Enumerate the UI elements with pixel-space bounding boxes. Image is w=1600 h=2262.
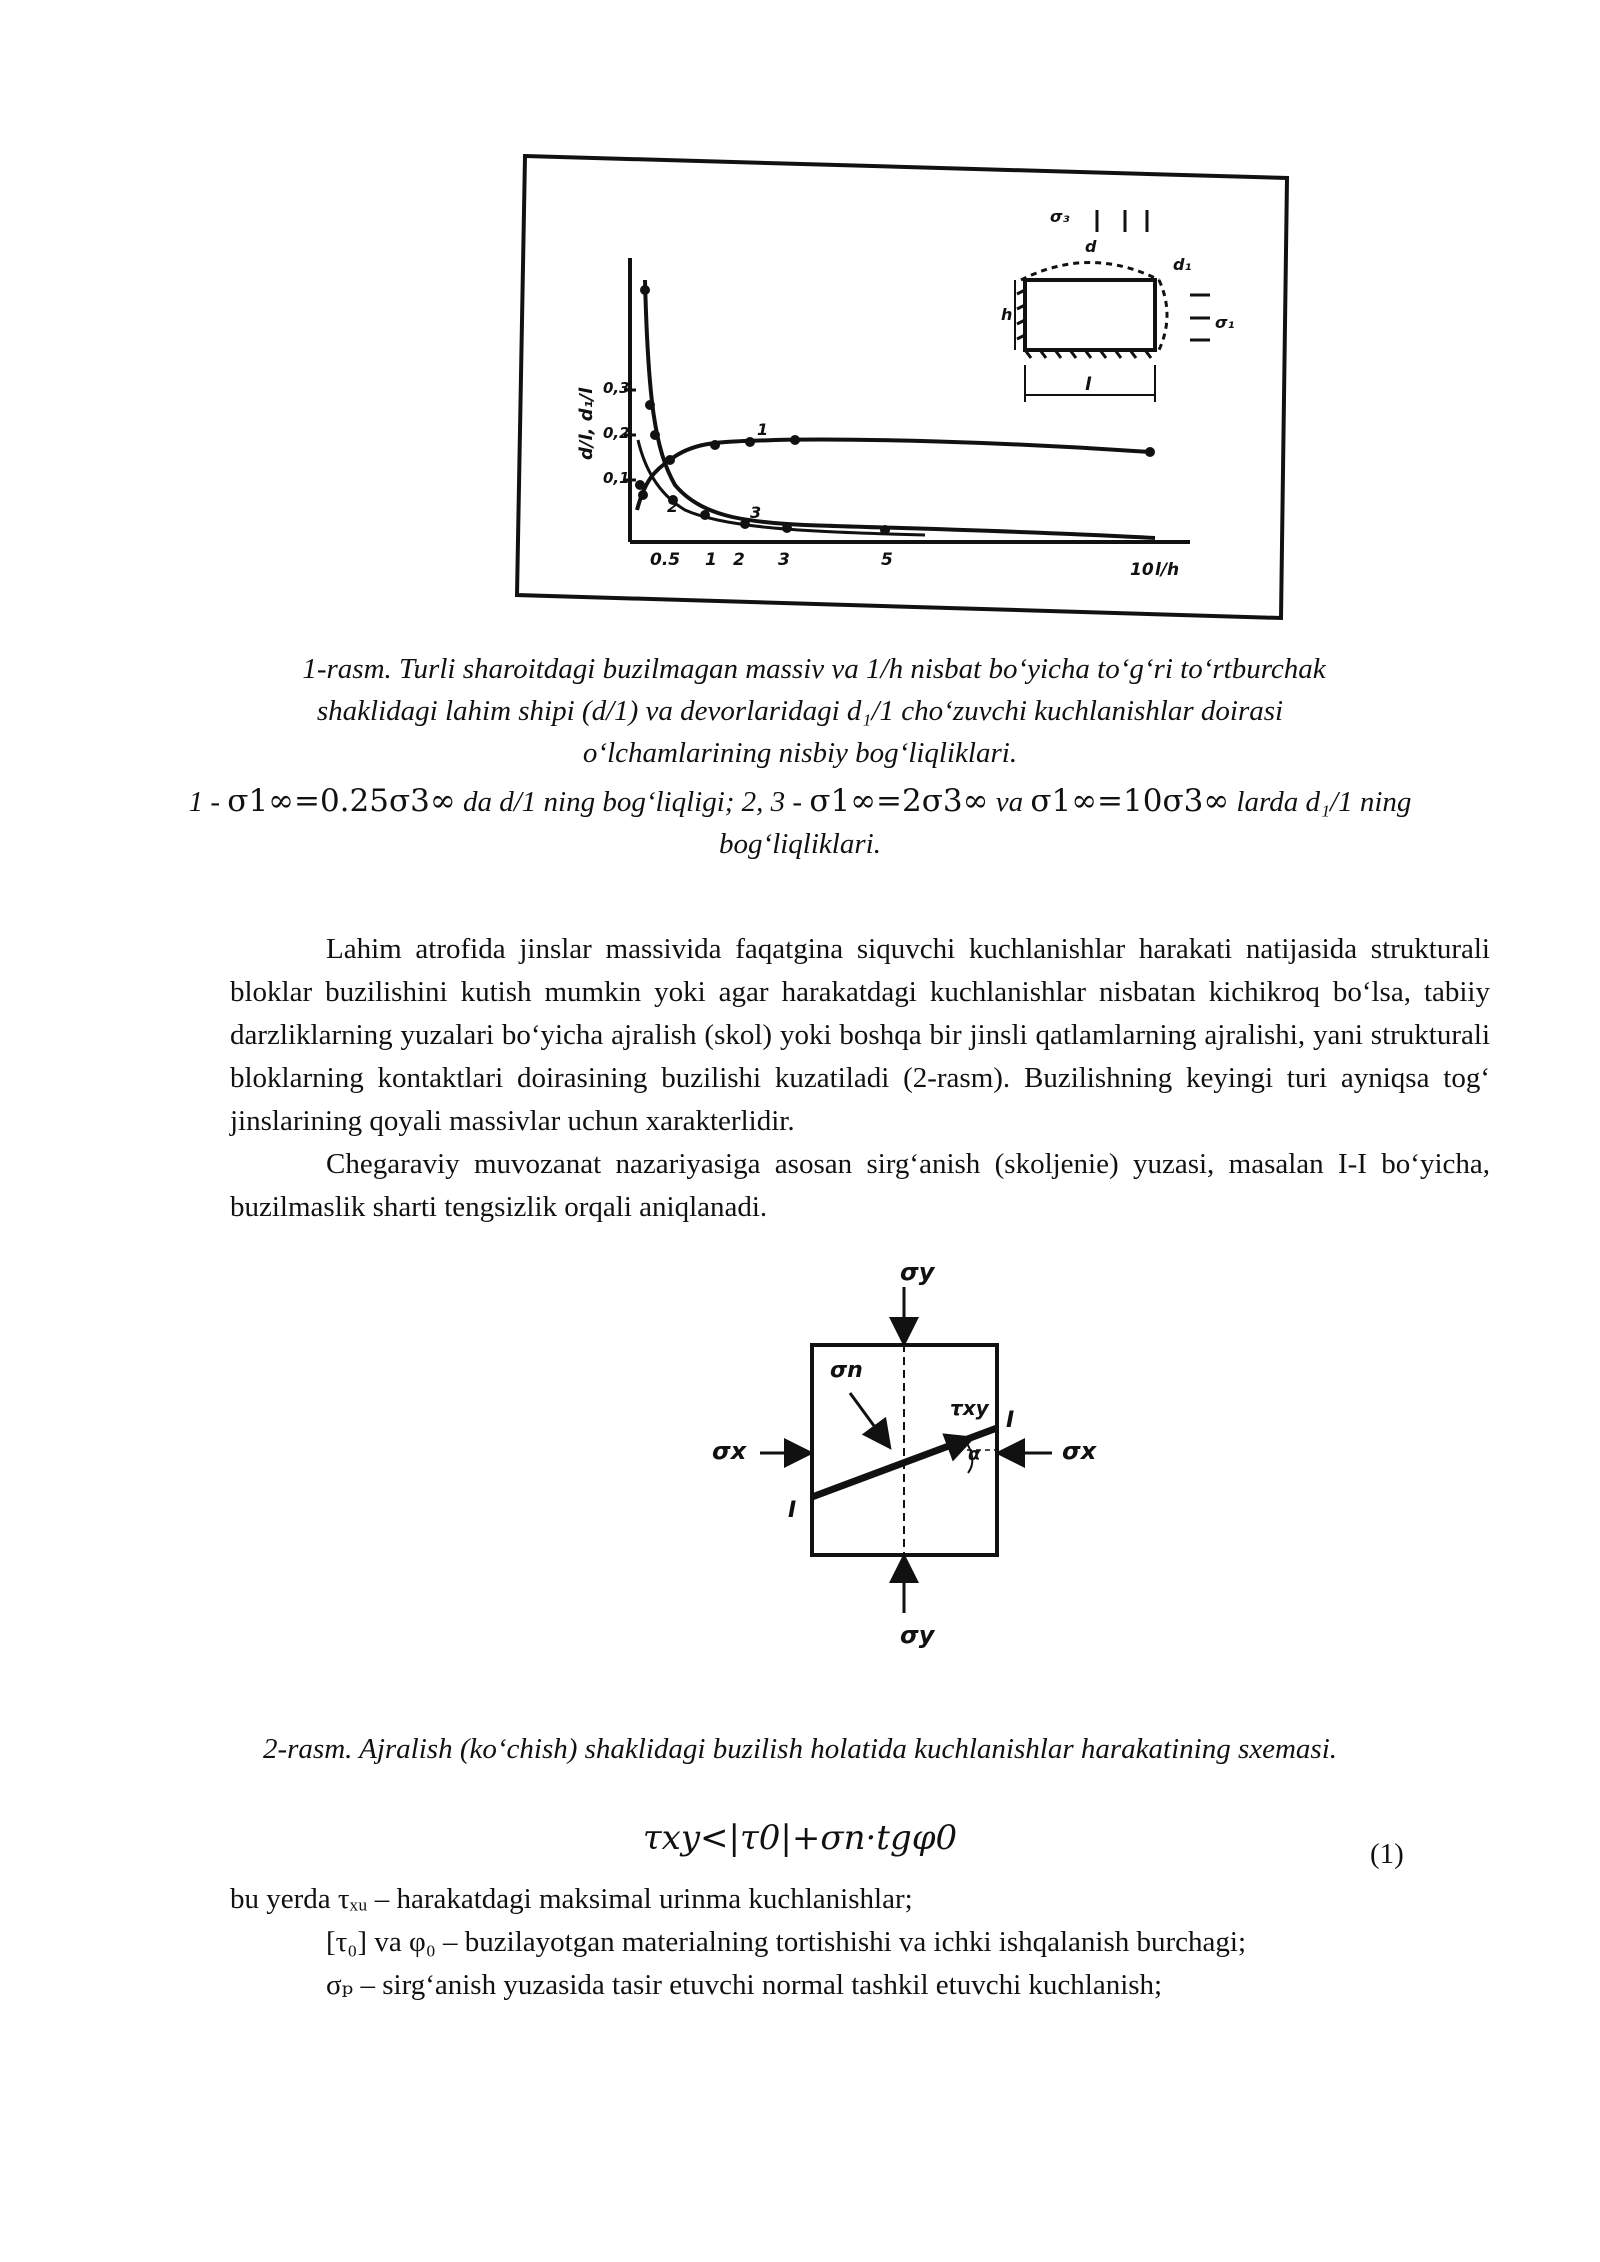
sigma-y-top-label: σy [900,1258,935,1286]
paragraph: Chegaraviy muvozanat nazariyasiga asosan sirg‘anish (skoljenie) yuzasi, masalan I-I bo‘yicha, buzilmaslik sharti tengsizlik orqali aniqlanadi. [230,1148,1490,1223]
plane-label-left: I [788,1498,797,1523]
body-text [230,928,1490,1229]
curve-1-points [638,435,1155,500]
definitions [230,1878,1490,2007]
curve-1 [637,440,1150,511]
inset-d-label: d [1085,237,1097,256]
curve-label-1: 1 [757,420,769,439]
inset-diagram [1001,207,1234,402]
figure-1 [505,150,1295,625]
inset-sigma1-label: σ₁ [1215,313,1235,332]
caption-line: o‘lchamlarining nisbiy bog‘liqliklari. [582,737,1018,769]
x-tick-label: 10 [1130,560,1154,580]
sigma-n-label: σn [830,1358,863,1383]
sigma-x-right-label: σx [1062,1437,1097,1465]
y-tick-label: 0,1 [603,469,630,487]
equation: τxy<|τ0|+σn·tgφ0 [642,1818,958,1858]
caption-formula-line: 1 - σ1∞=0.25σ3∞ da d/1 ning bog‘liqligi; 2, 3 - σ1∞=2σ3∞ va σ1∞=10σ3∞ larda d₁/1 ning [188,783,1412,819]
definition-line: bu yerda τₓᵤ – harakatdagi maksimal urinma kuchlanishlar; [230,1883,913,1915]
curve-label-3: 3 [750,503,762,522]
inset-h-label: h [1001,305,1013,324]
inset-d1-label: d₁ [1173,255,1192,274]
inset-sigma3-label: σ₃ [1050,207,1070,226]
x-tick-label: 5 [881,550,893,570]
figure-2 [700,1245,1120,1665]
definition-line: σₚ – sirg‘anish yuzasida tasir etuvchi normal tashkil etuvchi kuchlanish; [326,1969,1163,2001]
sigma-y-bottom-label: σy [900,1621,935,1649]
tau-xy-label: τxy [950,1396,989,1420]
x-tick-label: 1 [705,550,717,570]
inset-tension-zone-side [1159,280,1167,350]
formula-sigma-ratio-1: σ1∞=0.25σ3∞ [227,783,456,819]
y-axis-label: d/l, d₁/l [576,387,597,460]
x-tick-label: 3 [778,550,790,570]
x-axis-label: l/h [1155,560,1180,580]
curve-label-2: 2 [667,497,679,516]
y-tick-label: 0,2 [603,424,630,442]
curve-2 [645,280,1155,538]
x-tick-label: 0.5 [650,550,681,570]
formula-sigma-ratio-3: σ1∞=10σ3∞ [1030,783,1230,819]
sigma-x-left-label: σx [712,1437,747,1465]
inset-l-label: l [1085,374,1092,395]
y-tick-label: 0,3 [603,379,630,397]
definition-line: [τ₀] va φ₀ – buzilayotgan materialning tortishishi va ichki ishqalanish burchagi; [326,1926,1247,1958]
caption-line: shaklidagi lahim shipi (d/1) va devorlaridagi d₁/1 cho‘zuvchi kuchlanishlar doirasi [316,695,1284,727]
alpha-label: α [968,1444,981,1465]
formula-sigma-ratio-2: σ1∞=2σ3∞ [809,783,989,819]
paragraph: Lahim atrofida jinslar massivida faqatgina siquvchi kuchlanishlar harakati natijasida strukturali bloklar buzilishini kutish mumkin yoki agar harakatdagi kuchlanishlar nisbatan kichikroq bo‘lsa, tabiiy darzliklarning yuzalari bo‘yicha ajralish (skol) yoki boshqa bir jinsli qatlamlarning ajralishi, yani strukturali bloklarning kontaktlari doirasining buzilishi kuzatiladi (2-rasm). Buzilishning keyingi turi ayniqsa tog‘ jinslarining qoyali massivlar uchun xarakterlidir. [230,933,1490,1137]
inset-tension-zone-top [1021,263,1159,281]
caption-line: bog‘liqliklari. [719,828,881,860]
plane-label-right: I [1006,1408,1015,1433]
figure-2-caption: 2-rasm. Ajralish (ko‘chish) shaklidagi buzilish holatida kuchlanishlar harakatining sxemasi. [262,1733,1338,1765]
equation-number: (1) [1370,1838,1404,1870]
figure-1-caption [0,648,1600,865]
inset-opening [1025,280,1155,350]
figure-1-frame [517,156,1287,618]
caption-line: 1-rasm. Turli sharoitdagi buzilmagan massiv va 1/h nisbat bo‘yicha to‘g‘ri to‘rtburchak [302,653,1326,685]
x-tick-label: 2 [733,550,745,570]
